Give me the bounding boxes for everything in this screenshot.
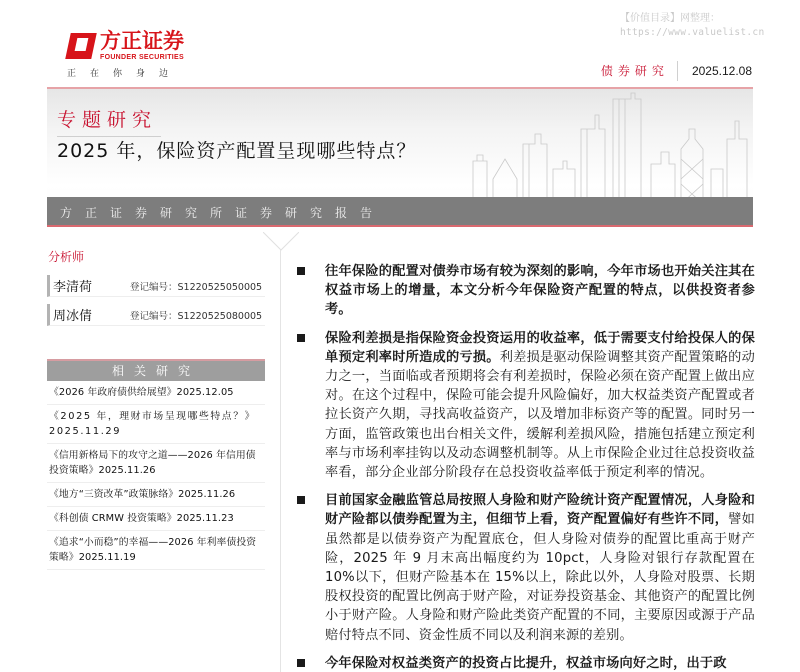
analyst-name: 李清荷 bbox=[53, 280, 93, 295]
summary-body bbox=[297, 262, 755, 672]
analyst-registration: 登记编号：S1220525050005 bbox=[130, 281, 263, 293]
related-research-item[interactable]: 《2025 年，理财市场呈现哪些特点？》2025.11.29 bbox=[47, 405, 265, 444]
founder-securities-logo bbox=[66, 30, 196, 79]
report-title: 2025 年，保险资产配置呈现哪些特点？ bbox=[57, 140, 417, 162]
report-category: 债券研究 bbox=[601, 61, 678, 81]
bullet-square-icon bbox=[297, 334, 305, 342]
logo-name-en: FOUNDER SECURITIES bbox=[100, 54, 184, 61]
summary-bullet bbox=[297, 654, 755, 672]
analyst-row bbox=[47, 304, 265, 326]
related-research-item[interactable]: 《追求“小而稳”的幸福——2026 年利率债投资策略》2025.11.19 bbox=[47, 531, 265, 570]
column-divider bbox=[280, 250, 281, 672]
bullet-text: 譬如虽然都是以债券资产为配置底仓，但人身险对债券的配置比重高于财产险，2025 年 9 月末高出幅度约为 10pct，人身险对银行存款配置在 10%以下，但财产险基本在 15%以上，除此以外，人身险对股票、长期股权投资的配置比例高于财产险，对证券投资基金、其他资产的配置比例小于财产险。人身险和财产险此类资产配置的不同，主要原因或源于产品赔付特点不同、资金性质不同以及利润来源的差别。 bbox=[325, 512, 755, 643]
summary-bullet bbox=[297, 329, 755, 483]
bullet-square-icon bbox=[297, 496, 305, 504]
bullet-bold-text: 保险利差损是指保险资金投资运用的收益率，低于需要支付给投保人的保单预定利率时所造成的亏损。 bbox=[325, 330, 755, 365]
bullet-square-icon bbox=[297, 267, 305, 275]
logo-mark-icon bbox=[66, 31, 96, 61]
related-research-item[interactable]: 《信用新格局下的攻守之道——2026 年信用债投资策略》2025.11.26 bbox=[47, 444, 265, 483]
bullet-bold-text: 目前国家金融监管总局按照人身险和财产险统计资产配置情况，人身险和财产险都以债券配置为主，但细节上看，资产配置偏好有些许不同， bbox=[325, 493, 755, 528]
bullet-square-icon bbox=[297, 659, 305, 667]
bullet-text: 利差损是驱动保险调整其资产配置策略的动力之一，当面临或者预期将会有利差损时，保险必须在资产配置上做出应对。在这个过程中，保险可能会提升风险偏好，加大权益类资产配置或者拉长资产久期，寻找高收益资产，以及增加非标资产等的配置。同时另一方面，监管政策也出台相关文件，缓解利差损风险，措施包括建立预定利率与市场利率挂钩以及动态调整机制等。从上市保险企业过往总投资收益率看，部分企业部分阶段存在总投资收益率低于预定利率的情况。 bbox=[325, 349, 755, 481]
watermark-url: https://www.valuelist.cn bbox=[620, 27, 765, 38]
divider-notch-icon bbox=[263, 232, 299, 252]
related-research-item[interactable]: 《地方“三资改革”政策脉络》2025.11.26 bbox=[47, 483, 265, 507]
summary-bullet bbox=[297, 262, 755, 320]
related-research-item[interactable]: 《科创债 CRMW 投资策略》2025.11.23 bbox=[47, 507, 265, 531]
summary-bullet bbox=[297, 491, 755, 645]
analysts-heading: 分析师 bbox=[48, 250, 85, 264]
related-research-list bbox=[47, 381, 265, 570]
logo-slogan: 正在你身边 bbox=[67, 69, 183, 79]
report-type: 专题研究 bbox=[57, 105, 161, 137]
sidebar bbox=[47, 248, 265, 570]
related-research-item[interactable]: 《2026 年政府债供给展望》2025.12.05 bbox=[47, 381, 265, 405]
institution-band bbox=[47, 197, 753, 227]
analyst-registration: 登记编号：S1220525080005 bbox=[130, 310, 263, 322]
bullet-bold-text: 今年保险对权益类资产的投资占比提升，权益市场向好之时，出于政 bbox=[325, 655, 727, 671]
institution-label: 方正证券研究所证券研究报告 bbox=[60, 206, 386, 220]
title-banner bbox=[47, 87, 753, 227]
report-meta bbox=[601, 61, 752, 81]
analyst-name: 周冰倩 bbox=[53, 309, 93, 324]
bullet-bold-text: 往年保险的配置对债券市场有较为深刻的影响，今年市场也开始关注其在权益市场上的增量，本文分析今年保险资产配置的特点，以供投资者参考。 bbox=[325, 264, 755, 318]
watermark-line1: 【价值目录】网整理： bbox=[620, 13, 720, 24]
logo-name-cn: 方正证券 bbox=[100, 29, 184, 53]
watermark bbox=[620, 12, 764, 40]
related-research-heading: 相关研究 bbox=[47, 359, 265, 381]
report-date: 2025.12.08 bbox=[691, 64, 752, 78]
analyst-row bbox=[47, 275, 265, 297]
